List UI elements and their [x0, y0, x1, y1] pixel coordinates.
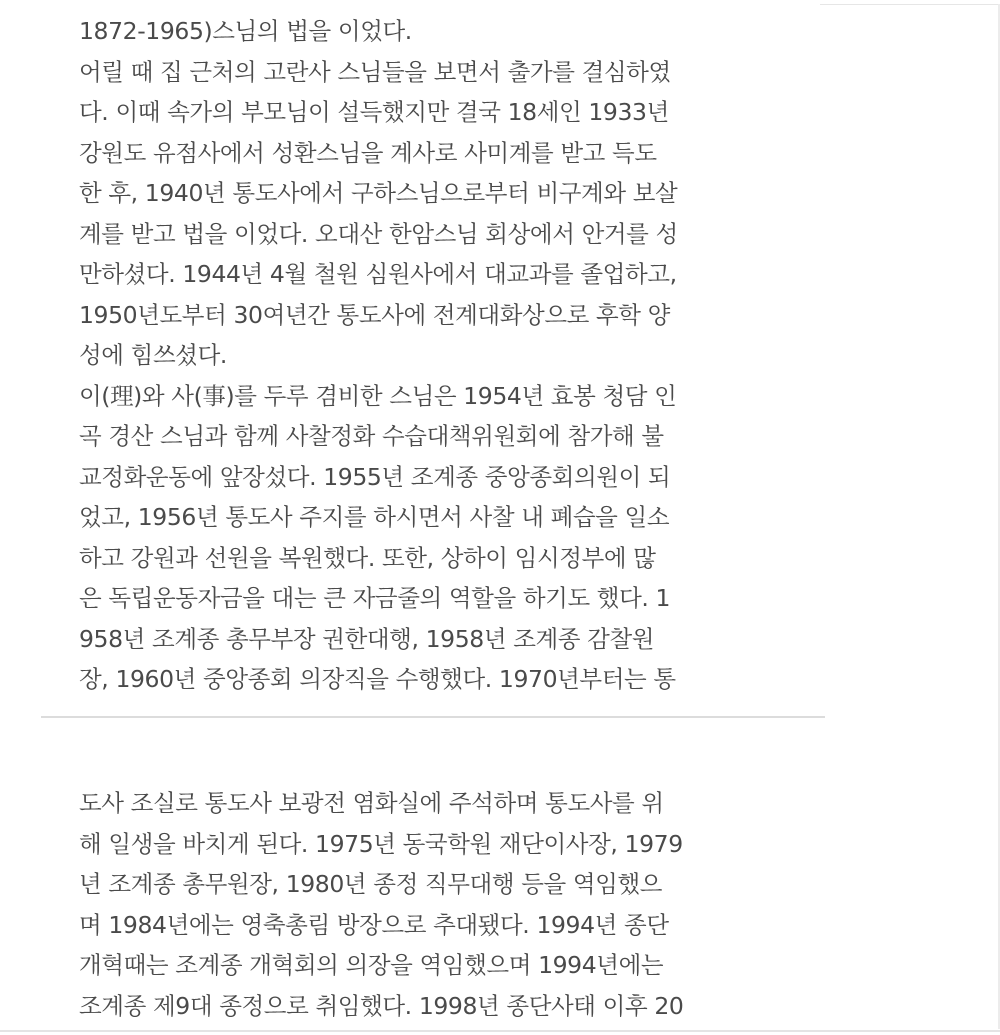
- page-bottom-rule: [0, 1030, 1000, 1032]
- text-line: 었고, 1956년 통도사 주지를 하시면서 사찰 내 폐습을 일소: [79, 503, 670, 531]
- text-line: 곡 경산 스님과 함께 사찰정화 수습대책위원회에 참가해 불: [79, 422, 664, 450]
- biography-text-upper: [79, 11, 799, 700]
- text-line: 다. 이때 속가의 부모님이 설득했지만 결국 18세인 1933년: [79, 98, 669, 126]
- section-divider: [41, 716, 825, 718]
- text-line: 도사 조실로 통도사 보광전 염화실에 주석하며 통도사를 위: [79, 789, 664, 817]
- text-line: 한 후, 1940년 통도사에서 구하스님으로부터 비구계와 보살: [79, 179, 678, 207]
- text-line: 하고 강원과 선원을 복원했다. 또한, 상하이 임시정부에 많: [79, 543, 656, 572]
- text-line: 교정화운동에 앞장섰다. 1955년 조계종 중앙종회의원이 되: [79, 462, 671, 491]
- text-line: 개혁때는 조계종 개혁회의 의장을 역임했으며 1994년에는: [79, 951, 664, 979]
- text-line: 이(理)와 사(事)를 두루 겸비한 스님은 1954년 효봉 청담 인: [79, 381, 677, 410]
- text-line: 1872-1965)스님의 법을 이었다.: [79, 17, 412, 45]
- text-line: 년 조계종 총무원장, 1980년 종정 직무대행 등을 역임했으: [79, 870, 663, 898]
- text-line: 계를 받고 법을 이었다. 오대산 한암스님 회상에서 안거를 성: [79, 219, 678, 248]
- text-line: 어릴 때 집 근처의 고란사 스님들을 보면서 출가를 결심하였: [79, 57, 671, 86]
- page-top-edge: [820, 4, 1000, 5]
- text-line: 며 1984년에는 영축총림 방장으로 추대됐다. 1994년 종단: [79, 910, 669, 939]
- text-line: 1950년도부터 30여년간 통도사에 전계대화상으로 후학 양: [79, 300, 670, 329]
- text-line: 958년 조계종 총무부장 권한대행, 1958년 조계종 감찰원: [79, 624, 655, 653]
- text-line: 성에 힘쓰셨다.: [79, 341, 227, 369]
- text-line: 강원도 유점사에서 성환스님을 계사로 사미계를 받고 득도: [79, 138, 657, 167]
- text-line: 만하셨다. 1944년 4월 철원 심원사에서 대교과를 졸업하고,: [79, 260, 677, 288]
- text-line: 은 독립운동자금을 대는 큰 자금줄의 역할을 하기도 했다. 1: [79, 584, 671, 612]
- text-line: 해 일생을 바치게 된다. 1975년 동국학원 재단이사장, 1979: [79, 829, 683, 858]
- text-line: 조계종 제9대 종정으로 취임했다. 1998년 종단사태 이후 20: [79, 991, 684, 1020]
- text-line: 장, 1960년 중앙종회 의장직을 수행했다. 1970년부터는 통: [79, 665, 676, 693]
- biography-text-lower: [79, 783, 799, 1026]
